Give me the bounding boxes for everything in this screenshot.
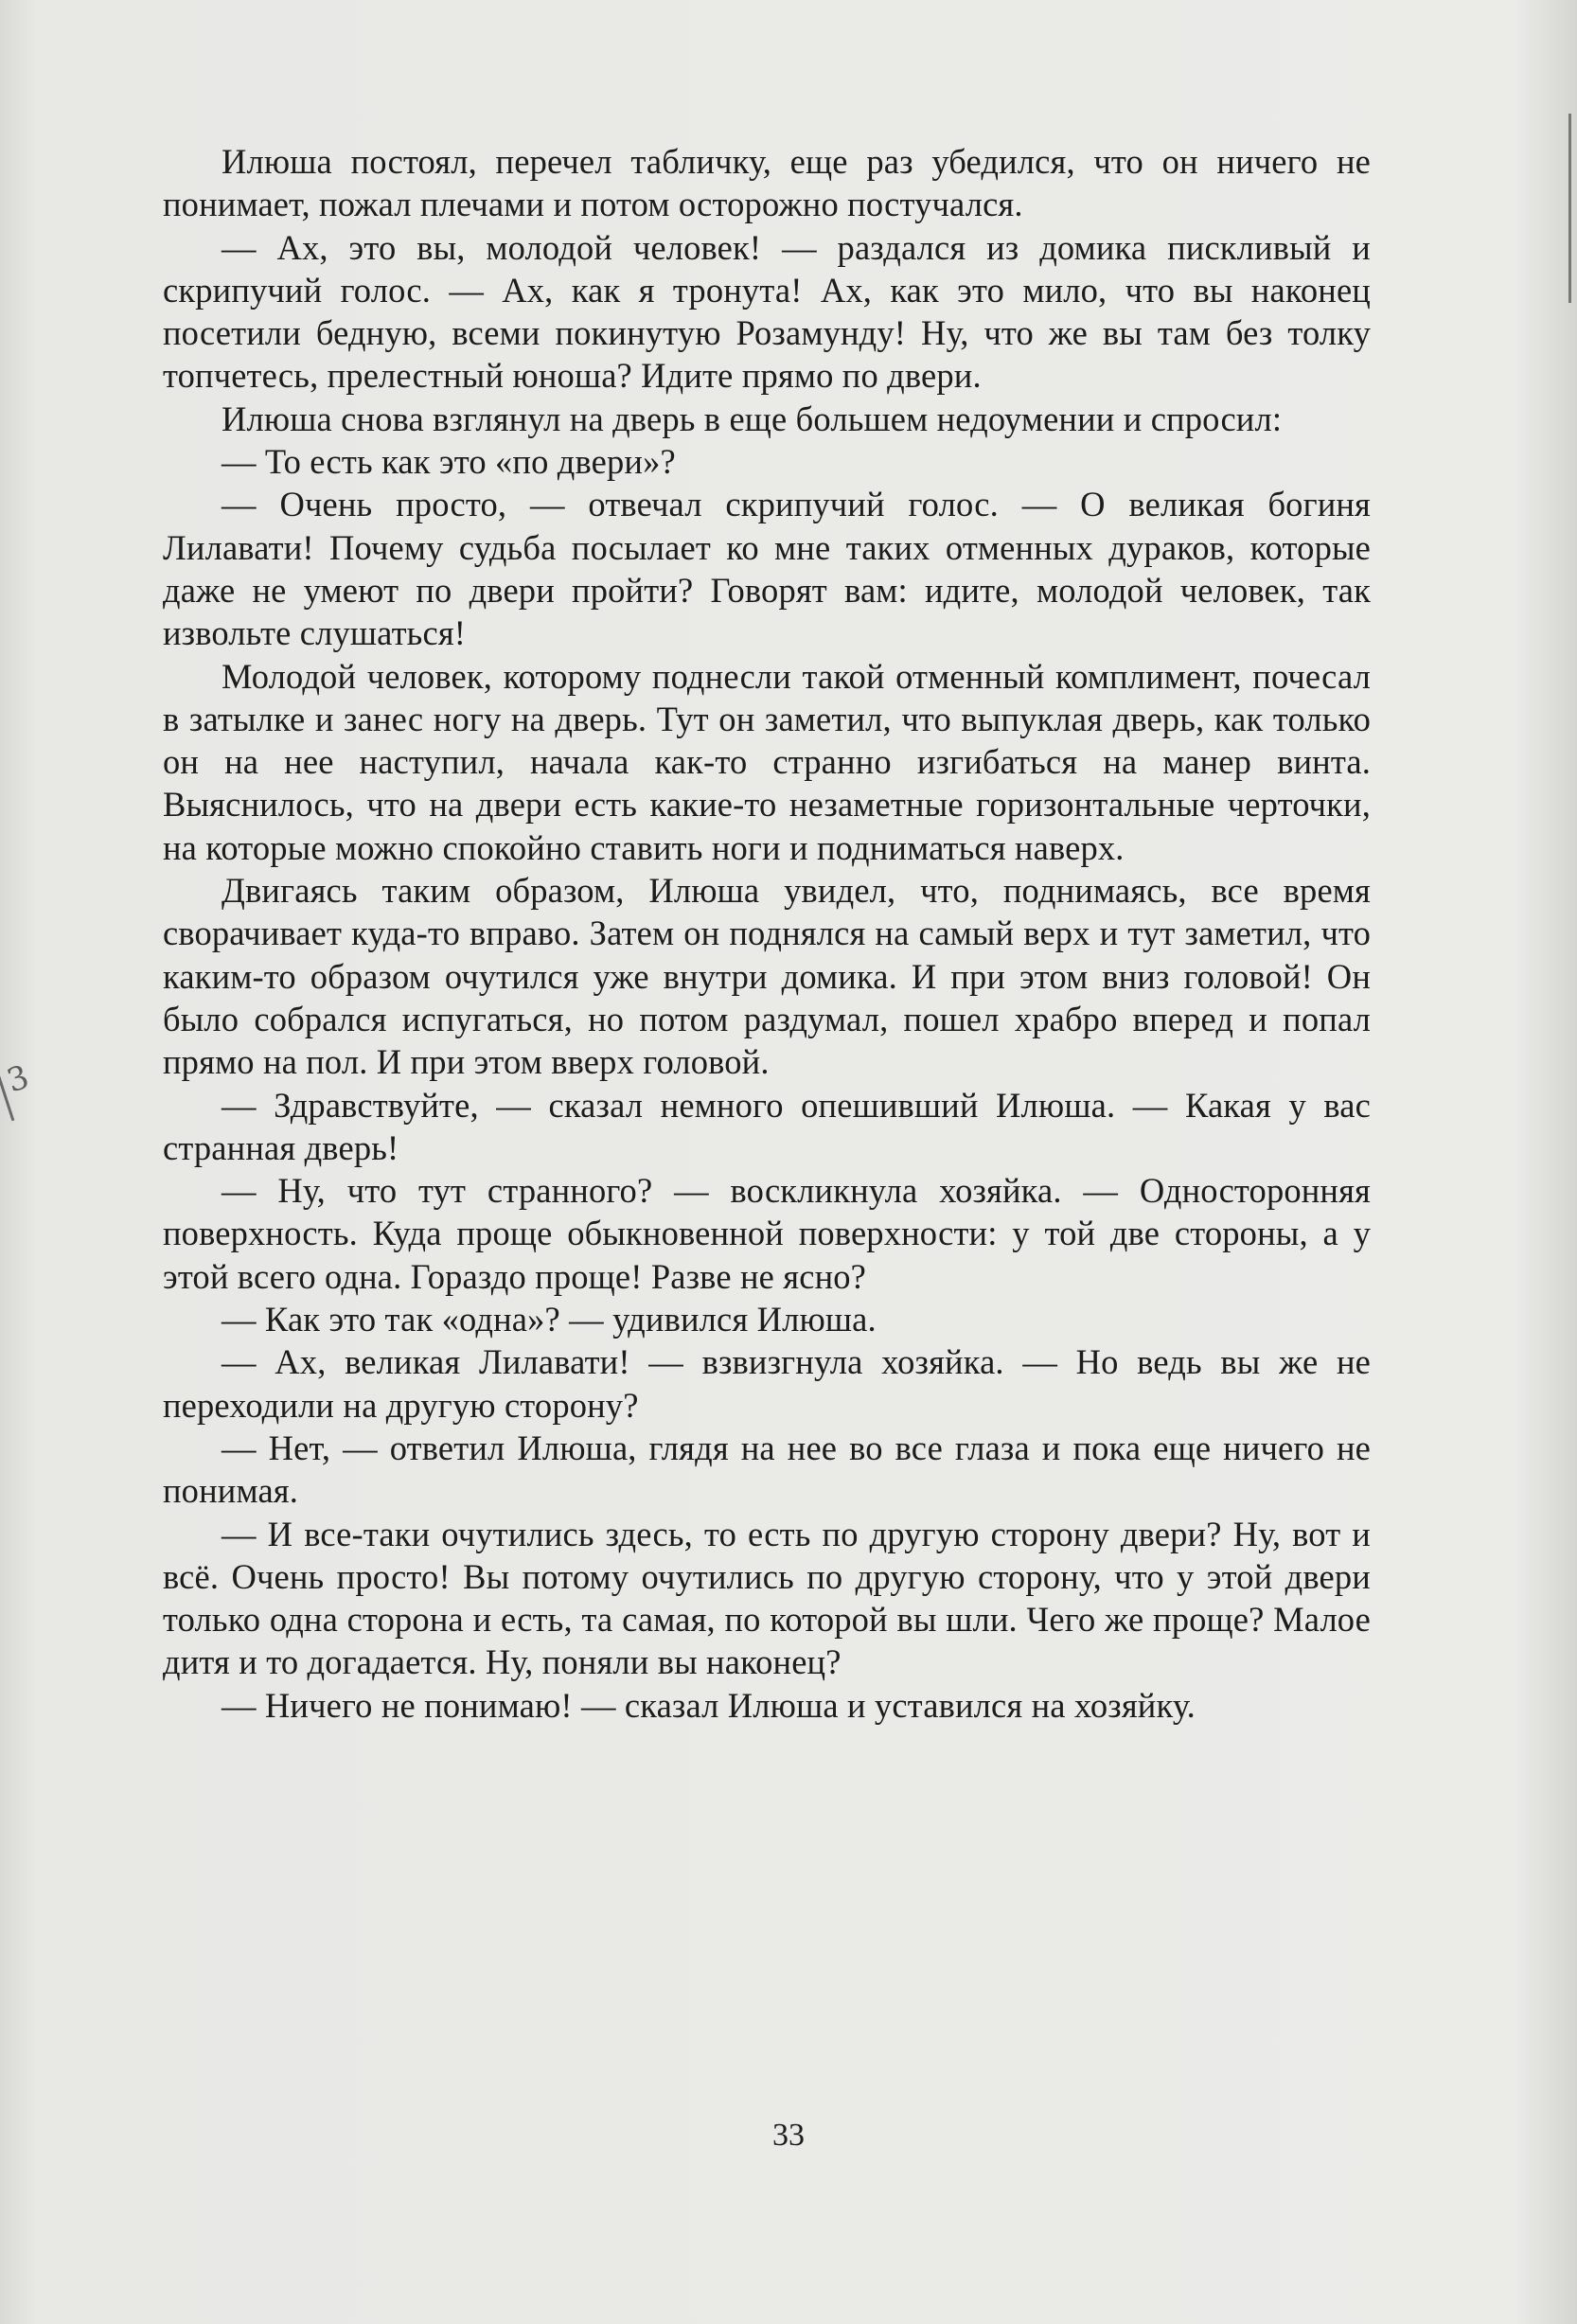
paragraph: — Ах, великая Лилавати! — взвизгнула хозяйка. — Но ведь вы же не переходили на другую сторону?	[163, 1342, 1371, 1425]
page-edge-shadow	[1568, 114, 1571, 303]
paragraph: — И все-таки очутились здесь, то есть по другую сторону двери? Ну, вот и всё. Очень просто! Вы потому очутились по другую сторону, что у этой двери только одна сторона и есть, та самая, по которой вы шли. Чего же проще? Малое дитя и то догадается. Ну, поняли вы наконец?	[163, 1514, 1371, 1682]
paragraph: — Ничего не понимаю! — сказал Илюша и уставился на хозяйку.	[221, 1685, 1196, 1725]
paragraph: Молодой человек, которому поднесли такой отменный комплимент, почесал в затылке и занес ногу на дверь. Тут он заметил, что выпуклая дверь, как только он на нее наступил, начала как-то странно изгибаться на манер винта. Выяснилось, что на двери есть какие-то незаметные горизонтальные черточки, на которые можно спокойно ставить ноги и подниматься наверх.	[163, 656, 1371, 867]
paragraph: — Очень просто, — отвечал скрипучий голос. — О великая богиня Лилавати! Почему судьба посылает ко мне таких отменных дураков, которые даже не умеют по двери пройти? Говорят вам: идите, молодой человек, так извольте слушаться!	[163, 485, 1371, 653]
paragraph: — Ну, что тут странного? — воскликнула хозяйка. — Односторонняя поверхность. Куда проще обыкновенной поверхности: у той две стороны, а у этой всего одна. Гораздо проще! Разве не ясно?	[163, 1171, 1371, 1296]
page-number: 33	[772, 2118, 805, 2153]
paragraph: — Ах, это вы, молодой человек! — раздался из домика пискливый и скрипучий голос. — Ах, как я тронута! Ах, как это мило, что вы наконец посетили бедную, всеми покинутую Розамунду! Ну, что же вы там без толку топчетесь, прелестный юноша? Идите прямо по двери.	[163, 227, 1371, 396]
paragraph: Двигаясь таким образом, Илюша увидел, что, поднимаясь, все время сворачивает куда-то вправо. Затем он поднялся на самый верх и тут заметил, что каким-то образом очутился уже внутри домика. И при этом вниз головой! Он было собрался испугаться, но потом раздумал, пошел храбро вперед и попал прямо на пол. И при этом вверх головой.	[163, 871, 1371, 1082]
paragraph: — То есть как это «по двери»?	[221, 442, 676, 482]
paragraph: — Нет, — ответил Илюша, глядя на нее во все глаза и пока еще ничего не понимая.	[163, 1428, 1371, 1511]
paragraph: — Здравствуйте, — сказал немного опешивший Илюша. — Какая у вас странная дверь!	[163, 1085, 1371, 1167]
body-text	[163, 140, 1371, 1727]
paragraph: Илюша постоял, перечел табличку, еще раз убедился, что он ничего не понимает, пожал плечами и потом осторожно постучался.	[163, 142, 1371, 224]
paragraph: — Как это так «одна»? — удивился Илюша.	[221, 1300, 877, 1339]
paragraph: Илюша снова взглянул на дверь в еще большем недоумении и спросил:	[221, 399, 1283, 438]
margin-stamp: 3	[0, 1053, 57, 1122]
